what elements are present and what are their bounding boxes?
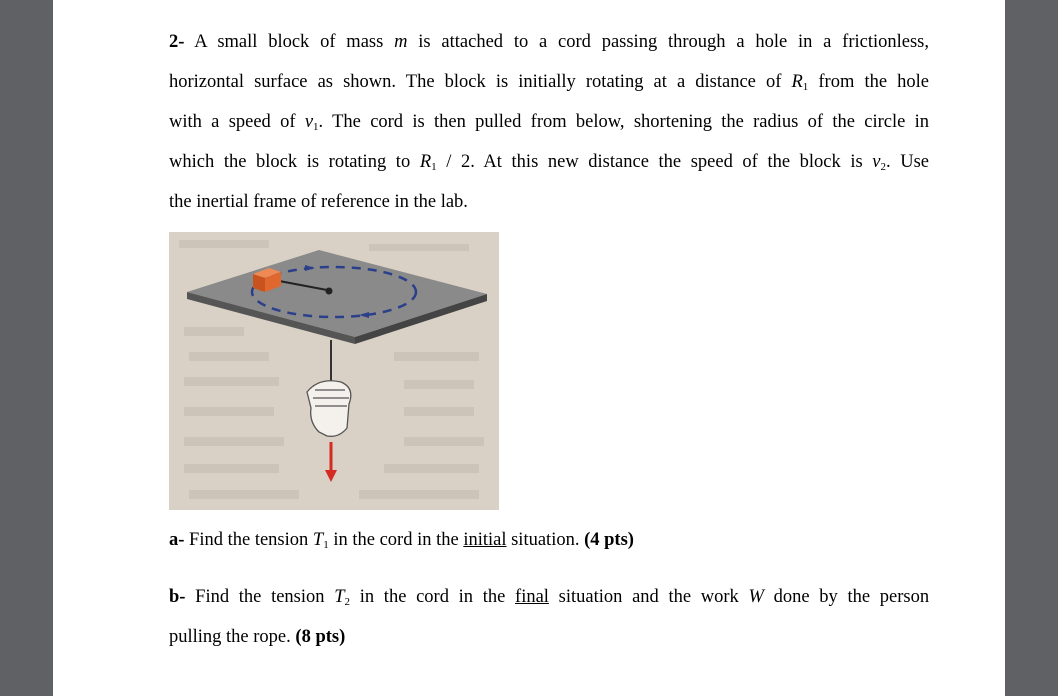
figure-illustration (169, 232, 499, 510)
part-b: b- Find the tension $T_2$ in the cord in the final situation and the work W done by the person pulling the rope. (8 pts) (169, 587, 930, 647)
problem-line-2: horizontal surface as shown. The block is initially rotating at a distance of $R_1$ from the hole (169, 72, 929, 93)
problem-line-4: which the block is rotating to $R_1 / 2$. At this new distance the speed of the block is $v_2$. Use (169, 152, 930, 173)
problem-statement (169, 22, 929, 222)
problem-line-3: with a speed of $v_1$. The cord is then pulled from below, shortening the radius of the circle in (169, 112, 930, 133)
problem-line-5: the inertial frame of reference in the lab. (169, 192, 468, 212)
document-page (53, 0, 1005, 696)
part-a: a- Find the tension $T_1$ in the cord in the initial situation. (4 pts) (169, 530, 634, 551)
problem-line-1: 2- A small block of mass m is attached to a cord passing through a hole in a frictionless, (169, 32, 929, 52)
figure-rotating-block (169, 232, 499, 510)
problem-number: 2- (169, 32, 185, 52)
